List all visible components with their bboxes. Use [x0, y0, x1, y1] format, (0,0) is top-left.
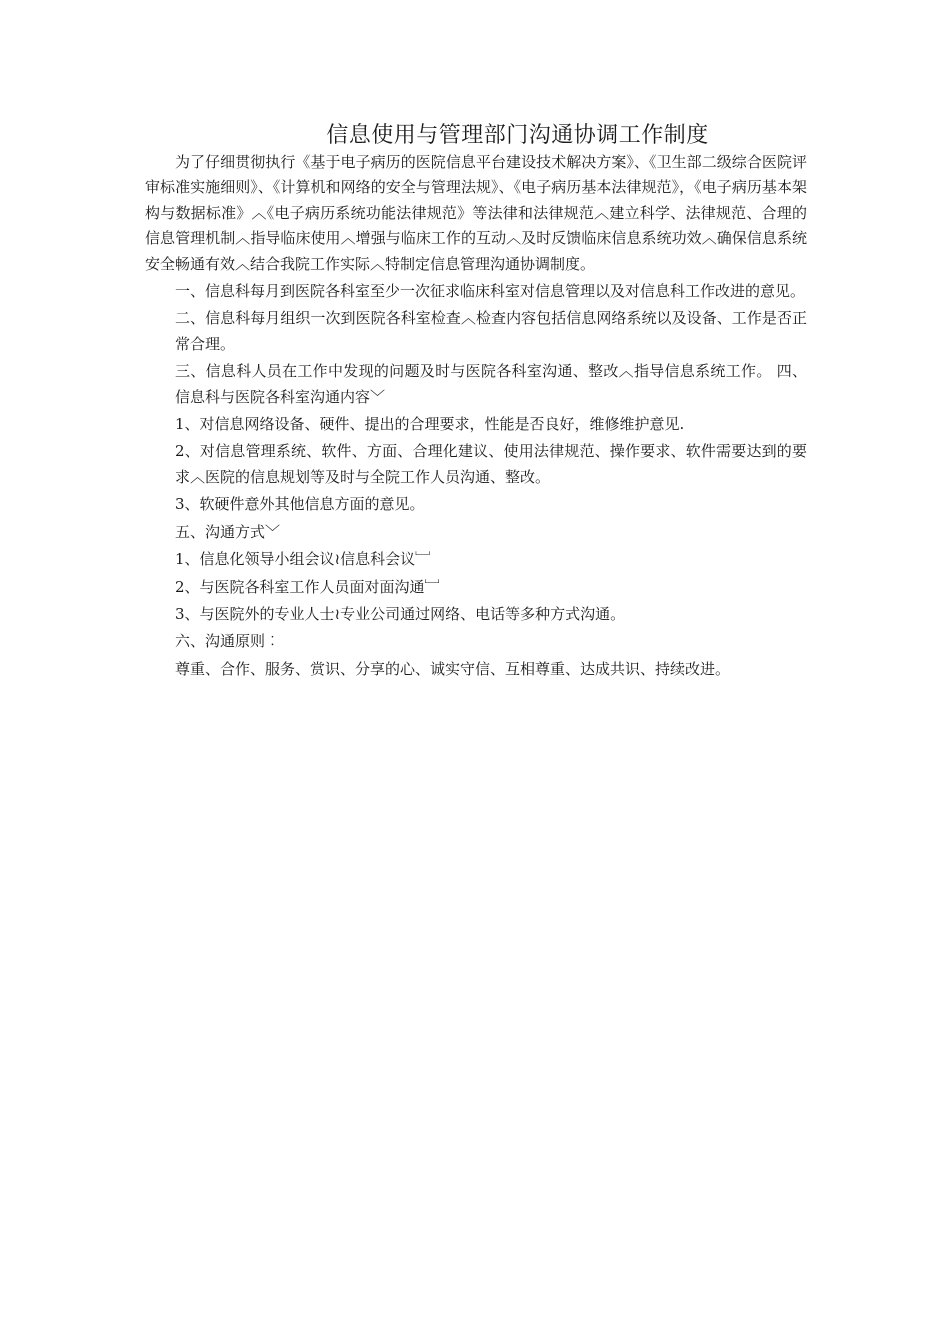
section-item-2: 二、信息科每月组织一次到医院各科室检查︿检查内容包括信息网络系统以及设备、工作是否正常合理。	[175, 309, 807, 353]
section-item-3: 三、信息科人员在工作中发现的问题及时与医院各科室沟通、整改︿指导信息系统工作。 四、信息科与医院各科室沟通内容﹀	[175, 362, 807, 406]
section-heading-6: 六、沟通原则︰	[175, 632, 281, 651]
section-item-1: 一、信息科每月到医院各科室至少一次征求临床科室对信息管理以及对信息科工作改进的意见。	[175, 282, 806, 301]
method-item-1: 1、信息化领导小组会议≀信息科会议﹈	[175, 550, 431, 569]
method-item-3: 3、与医院外的专业人士≀专业公司通过网络、电话等多种方式沟通。	[175, 604, 626, 623]
intro-paragraph: 为了仔细贯彻执行《基于电子病历的医院信息平台建设技术解决方案》、《卫生部二级综合医院评审标准实施细则》、《计算机和网络的安全与管理法规》、《电子病历基本法律规范》，《电子病历基本架构与数据标准》︿《电子病历系统功能法律规范》等法律和法律规范︿建立科学、法律规范、合理的信息管理机制︿指导临床使用︿增强与临床工作的互动︿及时反馈临床信息系统功效︿确保信息系统安全畅通有效︿结合我院工作实际︿特制定信息管理沟通协调制度。	[145, 153, 807, 273]
content-item-3: 3、软硬件意外其他信息方面的意见。	[175, 495, 425, 514]
content-item-1: 1、对信息网络设备、硬件、提出的合理要求，性能是否良好，维修维护意见.	[175, 415, 685, 434]
section-heading-5: 五、沟通方式﹀	[175, 522, 281, 541]
document-title: 信息使用与管理部门沟通协调工作制度	[326, 123, 709, 148]
principles-text: 尊重、合作、服务、赏识、分享的心、诚实守信、互相尊重、达成共识、持续改进。	[175, 659, 731, 678]
content-item-2: 2、对信息管理系统、软件、方面、合理化建议、使用法律规范、操作要求、软件需要达到的要求︿医院的信息规划等及时与全院工作人员沟通、整改。	[175, 442, 807, 486]
document-body	[145, 150, 807, 682]
method-item-2: 2、与医院各科室工作人员面对面沟通﹈	[175, 577, 440, 596]
